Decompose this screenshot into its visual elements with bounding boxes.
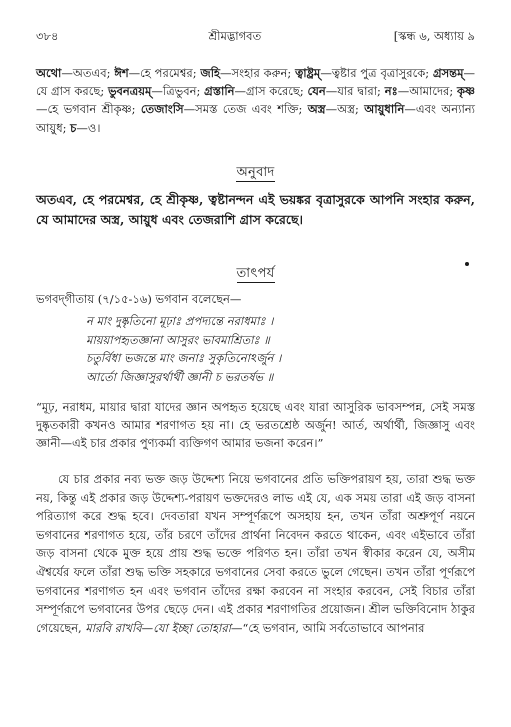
synonym-word: অথো [36,66,62,80]
verse-line: চতুর্বিধা ভজন্তে মাং জনাঃ সুকৃতিনোঽর্জুন । [86,351,282,365]
synonym-word: নঃ [384,84,398,99]
translation-text: অতএব, হে পরমেশ্বর, হে শ্রীকৃষ্ণ, ত্বষ্টানন্দন এই ভয়ঙ্কর বৃত্রাসুরকে আপনি সংহার করুন, যে আমাদের অস্ত্র, আয়ুধ এবং তেজরাশি গ্রাস করেছে। [36,192,475,227]
synonym-word: কৃষ্ণ [456,84,476,99]
synonym-word: আয়ুধানি [364,102,405,117]
synonym-meaning: —যার দ্বারা; [325,84,385,99]
synonym-meaning: —এবং অন্যান্য আয়ুধ; [36,102,475,135]
word-for-word-synonyms [36,64,475,137]
print-mark [465,262,469,266]
translation-heading: অনুবাদ [236,165,275,180]
purport-intro: ভগবদ্‌গীতায় (৭/১৫-১৬) ভগবান বলেছেন— [36,292,242,306]
synonym-word: যেন [307,84,326,99]
purport-body-text: যে চার প্রকার নব্য ভক্ত জড় উদ্দেশ্য নিয়ে ভগবানের প্রতি ভক্তিপরায়ণ হয়, তারা শুদ্ধ ভক্ত নয়, কিন্তু এই প্রকার জড় উদ্দেশ্য-পরায়ণ ভক্তদেরও লাভ এই যে, এক সময় তারা এই জড় বাসনা পরিত্যাগ করে শুদ্ধ হবে। দেবতারা যখন সম্পূর্ণরূপে অসহায় হন, তখন তাঁরা অশ্রুপূর্ণ নয়নে ভগবানের শরণাগত হয়ে, তাঁর চরণে তাঁদের প্রার্থনা নিবেদন করতে থাকেন, এবং এইভাবে তাঁরা জড় বাসনা থেকে মুক্ত হয়ে প্রায় শুদ্ধ ভক্তে পরিণত হন। তাঁরা তখন স্বীকার করেন যে, অসীম ঐশ্বর্যের ফলে তাঁরা শুদ্ধ ভক্তি সহকারে ভগবানের সেবা করতে ভুলে গেছেন। তখন তাঁরা পূর্ণরূপে ভগবানের শরণাগত হন এবং ভগবান তাঁদের রক্ষা করবেন না সংহার করবেন, সেই বিচার তাঁরা সম্পূর্ণরূপে ভগবানের উপর ছেড়ে দেন। এই প্রকার শরণাগতির প্রয়োজন। শ্রীল ভক্তিবিনোদ ঠাকুর গেয়েছেন, [36,472,475,635]
synonym-meaning: —যে গ্রাস করছে; [36,66,475,99]
synonym-word: ভুবনত্রয়ম্ [107,84,152,99]
verse-line: ন মাং দুষ্কৃতিনো মূঢ়াঃ প্রপদ্যন্তে নরাধমাঃ । [86,314,274,328]
synonym-word: ত্বাষ্ট্রম্ [295,66,321,80]
synonym-word: গ্রসন্তম্ [432,66,464,80]
synonym-meaning: —সমস্ত তেজ এবং শক্তি; [183,102,308,117]
purport-body [36,470,475,637]
purport-body-continuation: —“হে ভগবান, আমি সর্বতোভাবে আপনার [230,620,425,635]
synonym-word: চ [70,120,77,135]
synonym-meaning: —ও। [76,120,101,135]
chapter-reference: [স্কন্ধ ৬, অধ্যায় ৯ [393,28,475,43]
synonym-meaning: —ত্বষ্টার পুত্র বৃত্রাসুরকে; [320,66,433,80]
book-title: শ্রীমদ্ভাগবত [208,28,262,43]
purport-heading: তাৎপর্য [236,266,275,281]
synonym-meaning: —ত্রিভুবন; [151,84,205,99]
verse-line: আর্তো জিজ্ঞাসুরর্থার্থী জ্ঞানী চ ভরতর্ষভ ॥ [86,369,274,384]
gita-verse [86,312,475,386]
synonym-meaning: —সংহার করুন; [220,66,296,80]
verse-line: মায়য়াপহৃতজ্ঞানা আসুরং ভাবমাশ্রিতাঃ ॥ [86,332,270,347]
synonym-word: ঈশ [114,66,129,80]
synonym-meaning: —আমাদের; [397,84,457,99]
synonym-word: জহি [200,66,221,80]
song-quote: মারবি রাখবি—যো ইচ্ছা তোহারা [85,620,231,635]
page-header [36,28,475,46]
synonym-meaning: —হে ভগবান শ্রীকৃষ্ণ; [36,102,141,117]
verse-translation-quote: “মূঢ়, নরাধম, মায়ার দ্বারা যাদের জ্ঞান অপহৃত হয়েছে এবং যারা আসুরিক ভাবসম্পন্ন, সেই সমস্ত দুষ্কৃতকারী কখনও আমার শরণাগত হয় না। হে ভরতশ্রেষ্ঠ অর্জুন! আর্ত, অর্থার্থী, জিজ্ঞাসু এবং জ্ঞানী—এই চার প্রকার পুণ্যকর্মা ব্যক্তিগণ আমার ভজনা করেন।” [36,400,475,450]
synonym-word: অস্ত্র [307,102,326,117]
synonym-meaning: —অস্ত্র; [325,102,365,117]
page-number: ৩৮৪ [36,28,59,43]
synonym-meaning: —অতএব; [61,66,115,80]
synonym-meaning: —গ্রাস করেছে; [234,84,308,99]
synonym-meaning: —হে পরমেশ্বর; [128,66,201,80]
synonym-word: তেজাংসি [140,102,184,117]
synonym-word: গ্রস্তানি [204,84,235,99]
